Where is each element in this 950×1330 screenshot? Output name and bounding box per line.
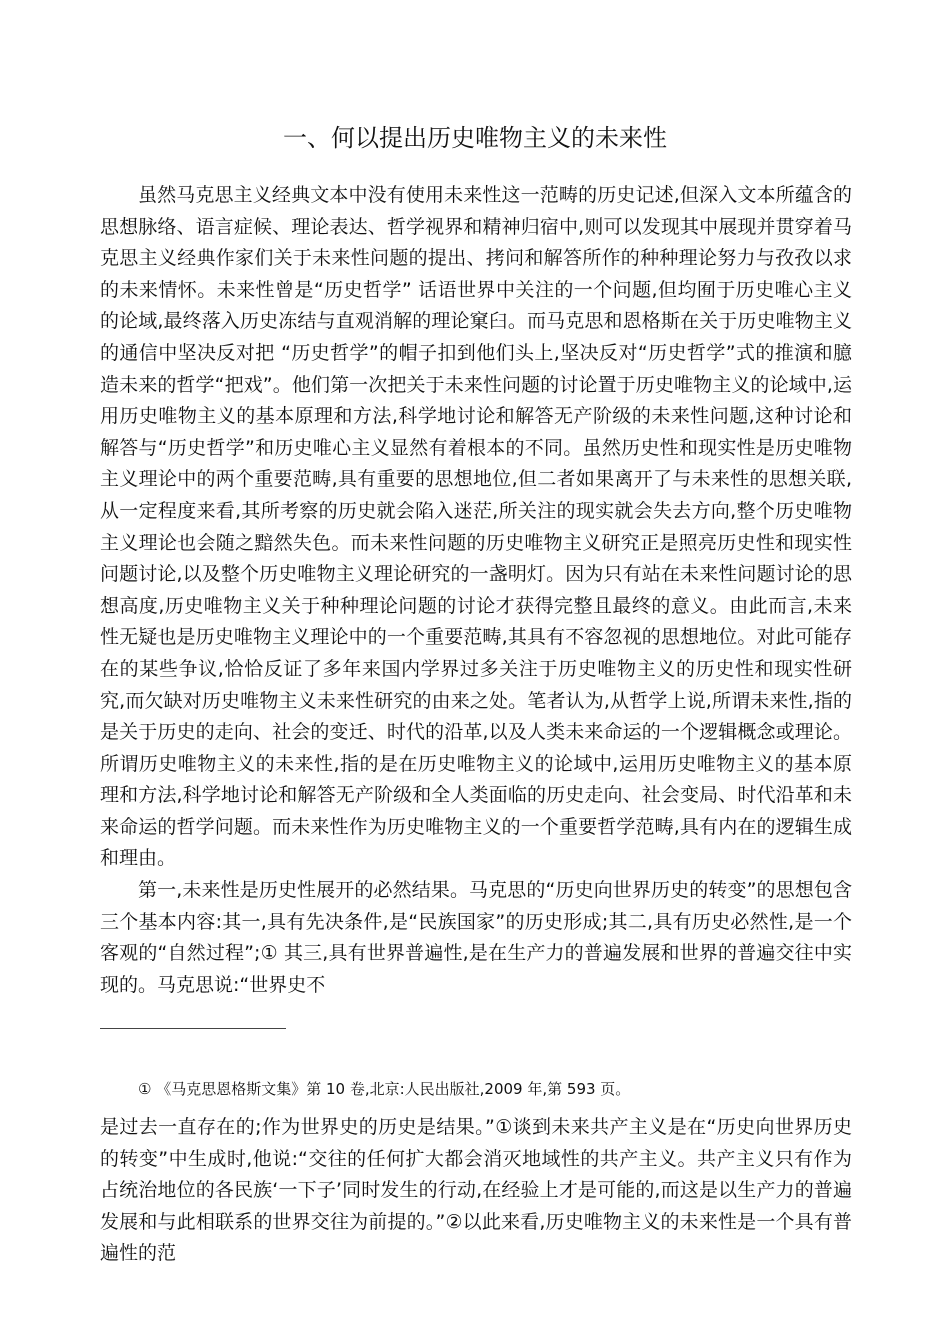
paragraph-continuation: 是过去一直存在的;作为世界史的历史是结果。”①谈到未来共产主义是在“历史向世界历史的转变”中生成时,他说:“交往的任何扩大都会消灭地域性的共产主义。共产主义只有作为占统治地位的各民族‘一下子’同时发生的行动,在经验上才是可能的,而这是以生产力的普遍发展和与此相联系的世界交往为前提的。”②以此来看,历史唯物主义的未来性是一个具有普遍性的范 — [100, 1116, 852, 1265]
footnote-divider — [100, 1028, 286, 1029]
footnote: ① 《马克思恩格斯文集》第 10 卷,北京:人民出版社,2009 年,第 593 页。 — [138, 1080, 631, 1098]
paragraph: 第一,未来性是历史性展开的必然结果。马克思的“历史向世界历史的转变”的思想包含三个基本内容:其一,具有先决条件,是“民族国家”的历史形成;其二,具有历史必然性,是一个客观的“自然过程”;① 其三,具有世界普遍性,是在生产力的普遍发展和世界的普遍交往中实现的。马克思说:“世界史不 — [100, 879, 852, 996]
main-text — [100, 180, 852, 1001]
paragraph: 虽然马克思主义经典文本中没有使用未来性这一范畴的历史记述,但深入文本所蕴含的思想脉络、语言症候、理论表达、哲学视界和精神归宿中,则可以发现其中展现并贯穿着马克思主义经典作家们关于未来性问题的提出、拷问和解答所作的种种理论努力与孜孜以求的未来情怀。未来性曾是“历史哲学” 话语世界中关注的一个问题,但均囿于历史唯心主义的论域,最终落入历史冻结与直观消解的理论窠臼。而马克思和恩格斯在关于历史唯物主义的通信中坚决反对把 “历史哲学”的帽子扣到他们头上,坚决反对“历史哲学”式的推演和臆造未来的哲学“把戏”。他们第一次把关于未来性问题的讨论置于历史唯物主义的论域中,运用历史唯物主义的基本原理和方法,科学地讨论和解答无产阶级的未来性问题,这种讨论和解答与“历史哲学”和历史唯心主义显然有着根本的不同。虽然历史性和现实性是历史唯物主义理论中的两个重要范畴,具有重要的思想地位,但二者如果离开了与未来性的思想关联,从一定程度来看,其所考察的历史就会陷入迷茫,所关注的现实就会失去方向,整个历史唯物主义理论也会随之黯然失色。而未来性问题的历史唯物主义研究正是照亮历史性和现实性问题讨论,以及整个历史唯物主义理论研究的一盏明灯。因为只有站在未来性问题讨论的思想高度,历史唯物主义关于种种理论问题的讨论才获得完整且最终的意义。由此而言,未来性无疑也是历史唯物主义理论中的一个重要范畴,其具有不容忽视的思想地位。对此可能存在的某些争议,恰恰反证了多年来国内学界过多关注于历史唯物主义的历史性和现实性研究,而欠缺对历史唯物主义未来性研究的由来之处。笔者认为,从哲学上说,所谓未来性,指的是关于历史的走向、社会的变迁、时代的沿革,以及人类未来命运的一个逻辑概念或理论。所谓历史唯物主义的未来性,指的是在历史唯物主义的论域中,运用历史唯物主义的基本原理和方法,科学地讨论和解答无产阶级和全人类面临的历史走向、社会变局、时代沿革和未来命运的哲学问题。而未来性作为历史唯物主义的一个重要哲学范畴,具有内在的逻辑生成和理由。 — [100, 184, 852, 870]
continued-text — [100, 1112, 852, 1270]
section-title: 一、何以提出历史唯物主义的未来性 — [283, 124, 667, 152]
